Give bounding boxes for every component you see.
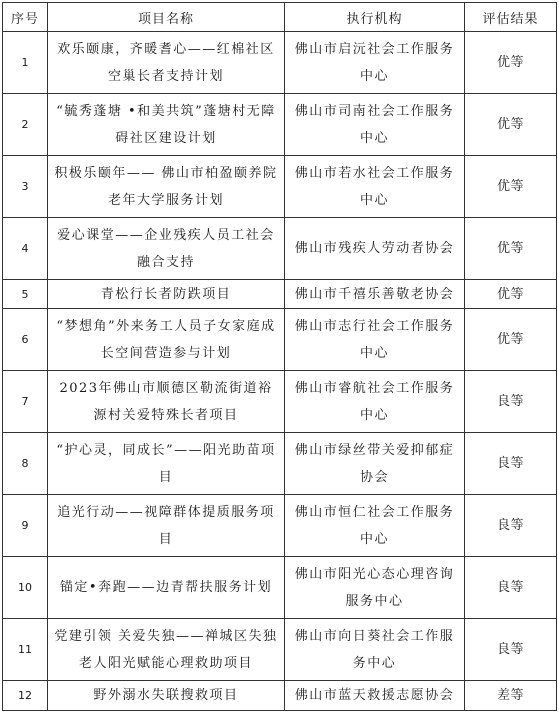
row-project: 锚定•奔跑——边青帮扶服务计划 bbox=[48, 557, 285, 619]
table-row bbox=[3, 557, 557, 619]
table-row bbox=[3, 156, 557, 218]
row-project: 野外溺水失联搜救项目 bbox=[48, 681, 285, 711]
row-org: 佛山市睿航社会工作服务中心 bbox=[285, 371, 465, 433]
row-org: 佛山市蓝天救援志愿协会 bbox=[285, 681, 465, 711]
table-row bbox=[3, 94, 557, 156]
row-project: 2023年佛山市顺德区勒流街道裕源村关爱特殊长者项目 bbox=[48, 371, 285, 433]
row-project: 积极乐颐年—— 佛山市柏盈颐养院老年大学服务计划 bbox=[48, 156, 285, 218]
row-index: 7 bbox=[3, 371, 48, 433]
row-org: 佛山市恒仁社会工作服务中心 bbox=[285, 495, 465, 557]
row-result: 良等 bbox=[465, 495, 557, 557]
table-row bbox=[3, 619, 557, 681]
row-result: 良等 bbox=[465, 619, 557, 681]
row-result: 优等 bbox=[465, 280, 557, 309]
row-org: 佛山市若水社会工作服务中心 bbox=[285, 156, 465, 218]
row-org: 佛山市志行社会工作服务中心 bbox=[285, 309, 465, 371]
row-project: 追光行动——视障群体提质服务项目 bbox=[48, 495, 285, 557]
table-row bbox=[3, 280, 557, 309]
row-index: 6 bbox=[3, 309, 48, 371]
row-project: 青松行长者防跌项目 bbox=[48, 280, 285, 309]
row-project: 爱心课堂——企业残疾人员工社会融合支持 bbox=[48, 218, 285, 280]
row-result: 良等 bbox=[465, 557, 557, 619]
header-project: 项目名称 bbox=[48, 3, 285, 32]
row-index: 11 bbox=[3, 619, 48, 681]
row-org: 佛山市向日葵社会工作服务中心 bbox=[285, 619, 465, 681]
table-row bbox=[3, 495, 557, 557]
table-header-row bbox=[3, 3, 557, 32]
row-result: 优等 bbox=[465, 156, 557, 218]
row-index: 12 bbox=[3, 681, 48, 711]
table-row bbox=[3, 218, 557, 280]
row-org: 佛山市启沅社会工作服务中心 bbox=[285, 32, 465, 94]
table-row bbox=[3, 433, 557, 495]
table-row bbox=[3, 371, 557, 433]
row-index: 10 bbox=[3, 557, 48, 619]
row-index: 1 bbox=[3, 32, 48, 94]
row-result: 差等 bbox=[465, 681, 557, 711]
row-result: 优等 bbox=[465, 32, 557, 94]
row-org: 佛山市残疾人劳动者协会 bbox=[285, 218, 465, 280]
row-org: 佛山市绿丝带关爱抑郁症协会 bbox=[285, 433, 465, 495]
row-index: 9 bbox=[3, 495, 48, 557]
row-result: 良等 bbox=[465, 371, 557, 433]
header-result: 评估结果 bbox=[465, 3, 557, 32]
row-org: 佛山市司南社会工作服务中心 bbox=[285, 94, 465, 156]
row-project: 党建引领 关爱失独——禅城区失独老人阳光赋能心理救助项目 bbox=[48, 619, 285, 681]
row-index: 5 bbox=[3, 280, 48, 309]
row-project: 欢乐颐康，齐暖耆心——红棉社区空巢长者支持计划 bbox=[48, 32, 285, 94]
row-index: 3 bbox=[3, 156, 48, 218]
row-project: “护心灵，同成长”——阳光助苗项目 bbox=[48, 433, 285, 495]
header-org: 执行机构 bbox=[285, 3, 465, 32]
row-project: “梦想角”外来务工人员子女家庭成长空间营造参与计划 bbox=[48, 309, 285, 371]
row-result: 优等 bbox=[465, 218, 557, 280]
table-row bbox=[3, 32, 557, 94]
header-index: 序号 bbox=[3, 3, 48, 32]
table-row bbox=[3, 681, 557, 711]
row-index: 2 bbox=[3, 94, 48, 156]
row-result: 优等 bbox=[465, 94, 557, 156]
row-org: 佛山市千禧乐善敬老协会 bbox=[285, 280, 465, 309]
row-result: 优等 bbox=[465, 309, 557, 371]
row-index: 4 bbox=[3, 218, 48, 280]
row-org: 佛山市阳光心态心理咨询服务中心 bbox=[285, 557, 465, 619]
row-index: 8 bbox=[3, 433, 48, 495]
table-row bbox=[3, 309, 557, 371]
row-project: “毓秀蓬塘 •和美共筑”蓬塘村无障碍社区建设计划 bbox=[48, 94, 285, 156]
row-result: 良等 bbox=[465, 433, 557, 495]
evaluation-table bbox=[2, 2, 557, 711]
